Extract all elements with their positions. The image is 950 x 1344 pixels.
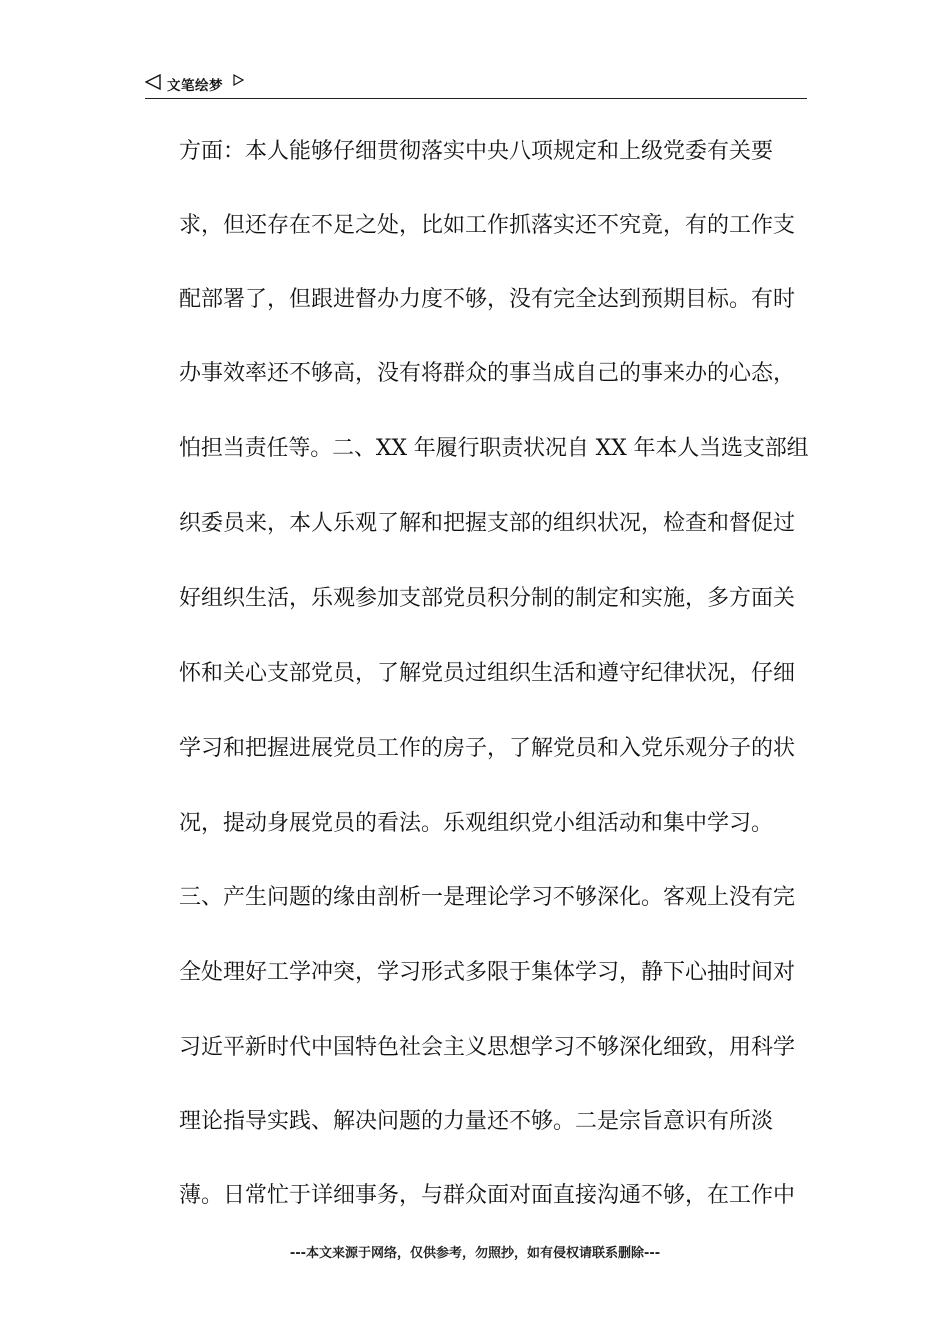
triangle-left-outline-icon	[145, 74, 161, 90]
text-line: 办事效率还不够高，没有将群众的事当成自己的事来办的心态，	[179, 361, 796, 386]
text-line: 学习和把握进展党员工作的房子，了解党员和入党乐观分子的状	[179, 736, 796, 761]
text-line: 况，提动身展党员的看法。乐观组织党小组活动和集中学习。	[179, 811, 774, 836]
text-line: 怀和关心支部党员，了解党员过组织生活和遵守纪律状况，仔细	[179, 661, 796, 686]
text-line: 三、产生问题的缘由剖析一是理论学习不够深化。客观上没有完	[179, 885, 796, 910]
text-line: 全处理好工学冲突，学习形式多限于集体学习，静下心抽时间对	[179, 960, 796, 985]
footer-disclaimer: ---本文来源于网络，仅供参考，勿照抄，如有侵权请联系删除---	[289, 1246, 661, 1261]
text-line: 好组织生活，乐观参加支部党员积分制的制定和实施，多方面关	[179, 586, 796, 611]
text-line: 习近平新时代中国特色社会主义思想学习不够深化细致，用科学	[179, 1035, 796, 1060]
text-line: 求，但还存在不足之处，比如工作抓落实还不究竟，有的工作支	[179, 213, 796, 238]
text-line: 配部署了，但跟进督办力度不够，没有完全达到预期目标。有时	[179, 287, 796, 312]
text-line: 怕担当责任等。二、XX 年履行职责状况自 XX 年本人当选支部组	[179, 436, 809, 461]
page-header	[145, 70, 807, 99]
header-title: 文笔绘梦	[167, 78, 223, 94]
triangle-right-outline-icon	[233, 74, 244, 86]
text-line: 织委员来，本人乐观了解和把握支部的组织状况，检查和督促过	[179, 511, 796, 536]
text-line: 薄。日常忙于详细事务，与群众面对面直接沟通不够，在工作中	[179, 1183, 796, 1208]
text-line: 方面：本人能够仔细贯彻落实中央八项规定和上级党委有关要	[179, 139, 774, 164]
text-line: 理论指导实践、解决问题的力量还不够。二是宗旨意识有所淡	[179, 1109, 774, 1134]
